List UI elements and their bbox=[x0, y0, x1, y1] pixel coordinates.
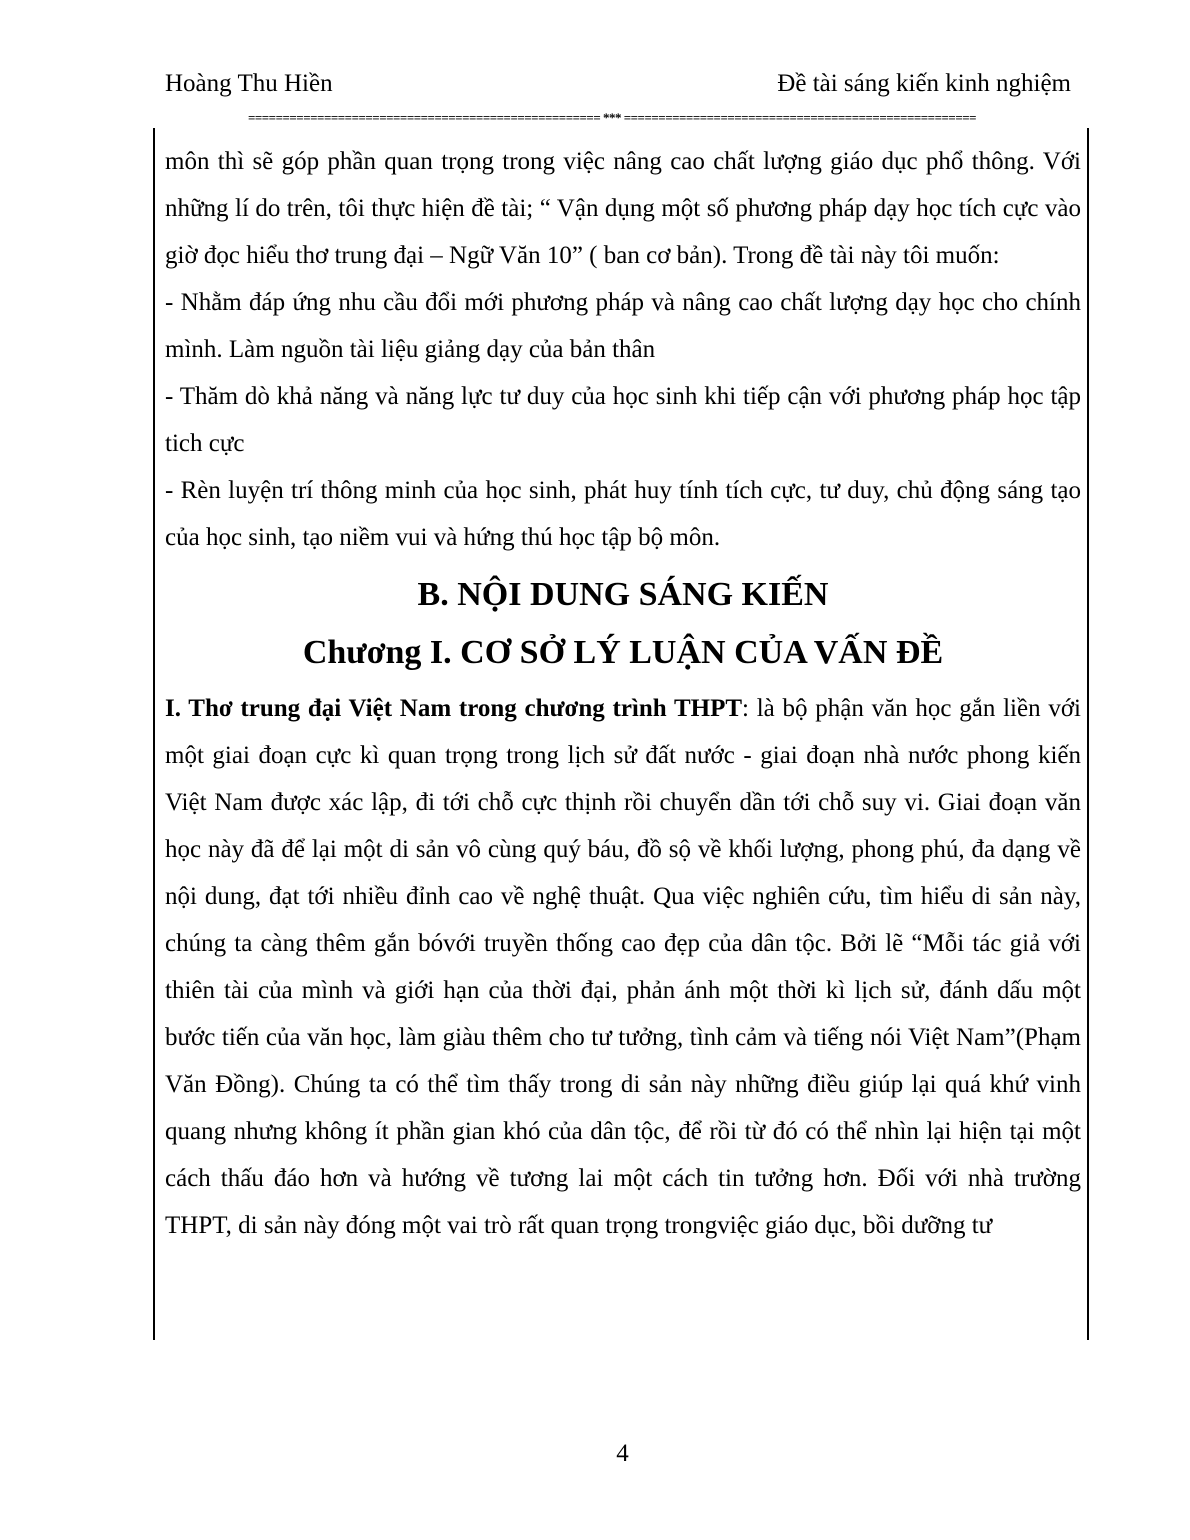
header-author: Hoàng Thu Hiền bbox=[165, 70, 333, 97]
intro-bullet: - Nhằm đáp ứng nhu cầu đổi mới phương pháp và nâng cao chất lượng dạy học cho chính mình. Làm nguồn tài liệu giảng dạy của bản thân bbox=[165, 289, 1081, 363]
intro-bullet: - Rèn luyện trí thông minh của học sinh, phát huy tính tích cực, tư duy, chủ động sáng tạo của học sinh, tạo niềm vui và hứng thú học tập bộ môn. bbox=[165, 477, 1081, 551]
right-border-line bbox=[1087, 128, 1089, 1340]
page-number: 4 bbox=[616, 1440, 629, 1467]
chapter-heading: Chương I. CƠ SỞ LÝ LUẬN CỦA VẤN ĐỀ bbox=[302, 634, 944, 671]
page-content bbox=[165, 138, 1081, 1249]
left-border-line bbox=[153, 128, 155, 1340]
section-b-heading: B. NỘI DUNG SÁNG KIẾN bbox=[417, 576, 829, 613]
header-rule: =================================================== *** =================================================== bbox=[247, 110, 977, 125]
section-i-title: I. Thơ trung đại Việt Nam trong chương trình THPT bbox=[165, 695, 743, 722]
section-i-paragraph bbox=[165, 685, 1081, 1249]
section-i-body: : là bộ phận văn học gắn liền với một giai đoạn cực kì quan trọng trong lịch sử đất nước - giai đoạn nhà nước phong kiến Việt Nam được xác lập, đi tới chỗ cực thịnh rồi chuyển dần tới chỗ suy vi. Giai đoạn văn học này đã để lại một di sản vô cùng quý báu, đồ sộ về khối lượng, phong phú, đa dạng về nội dung, đạt tới nhiều đỉnh cao về nghệ thuật. Qua việc nghiên cứu, tìm hiểu di sản này, chúng ta càng thêm gắn bóvới truyền thống cao đẹp của dân tộc. Bởi lẽ “Mỗi tác giả với thiên tài của mình và giới hạn của thời đại, phản ánh một thời kì lịch sử, đánh dấu một bước tiến của văn học, làm giàu thêm cho tư tưởng, tình cảm và tiếng nói Việt Nam”(Phạm Văn Đồng). Chúng ta có thể tìm thấy trong di sản này những điều giúp lại quá khứ vinh quang nhưng không ít phần gian khó của dân tộc, để rồi từ đó có thể nhìn lại hiện tại một cách thấu đáo hơn và hướng về tương lai một cách tin tưởng hơn. Đối với nhà trường THPT, di sản này đóng một vai trò rất quan trọng trongviệc giáo dục, bồi dưỡng tư bbox=[165, 695, 1081, 1239]
intro-paragraph: môn thì sẽ góp phần quan trọng trong việc nâng cao chất lượng giáo dục phổ thông. Với những lí do trên, tôi thực hiện đề tài; “ Vận dụng một số phương pháp dạy học tích cực vào giờ đọc hiểu thơ trung đại – Ngữ Văn 10” ( ban cơ bản). Trong đề tài này tôi muốn: bbox=[165, 148, 1081, 269]
intro-bullet: - Thăm dò khả năng và năng lực tư duy của học sinh khi tiếp cận với phương pháp học tập tich cực bbox=[165, 383, 1081, 457]
header-doc-type: Đề tài sáng kiến kinh nghiệm bbox=[777, 70, 1071, 97]
page-header bbox=[165, 70, 1071, 106]
